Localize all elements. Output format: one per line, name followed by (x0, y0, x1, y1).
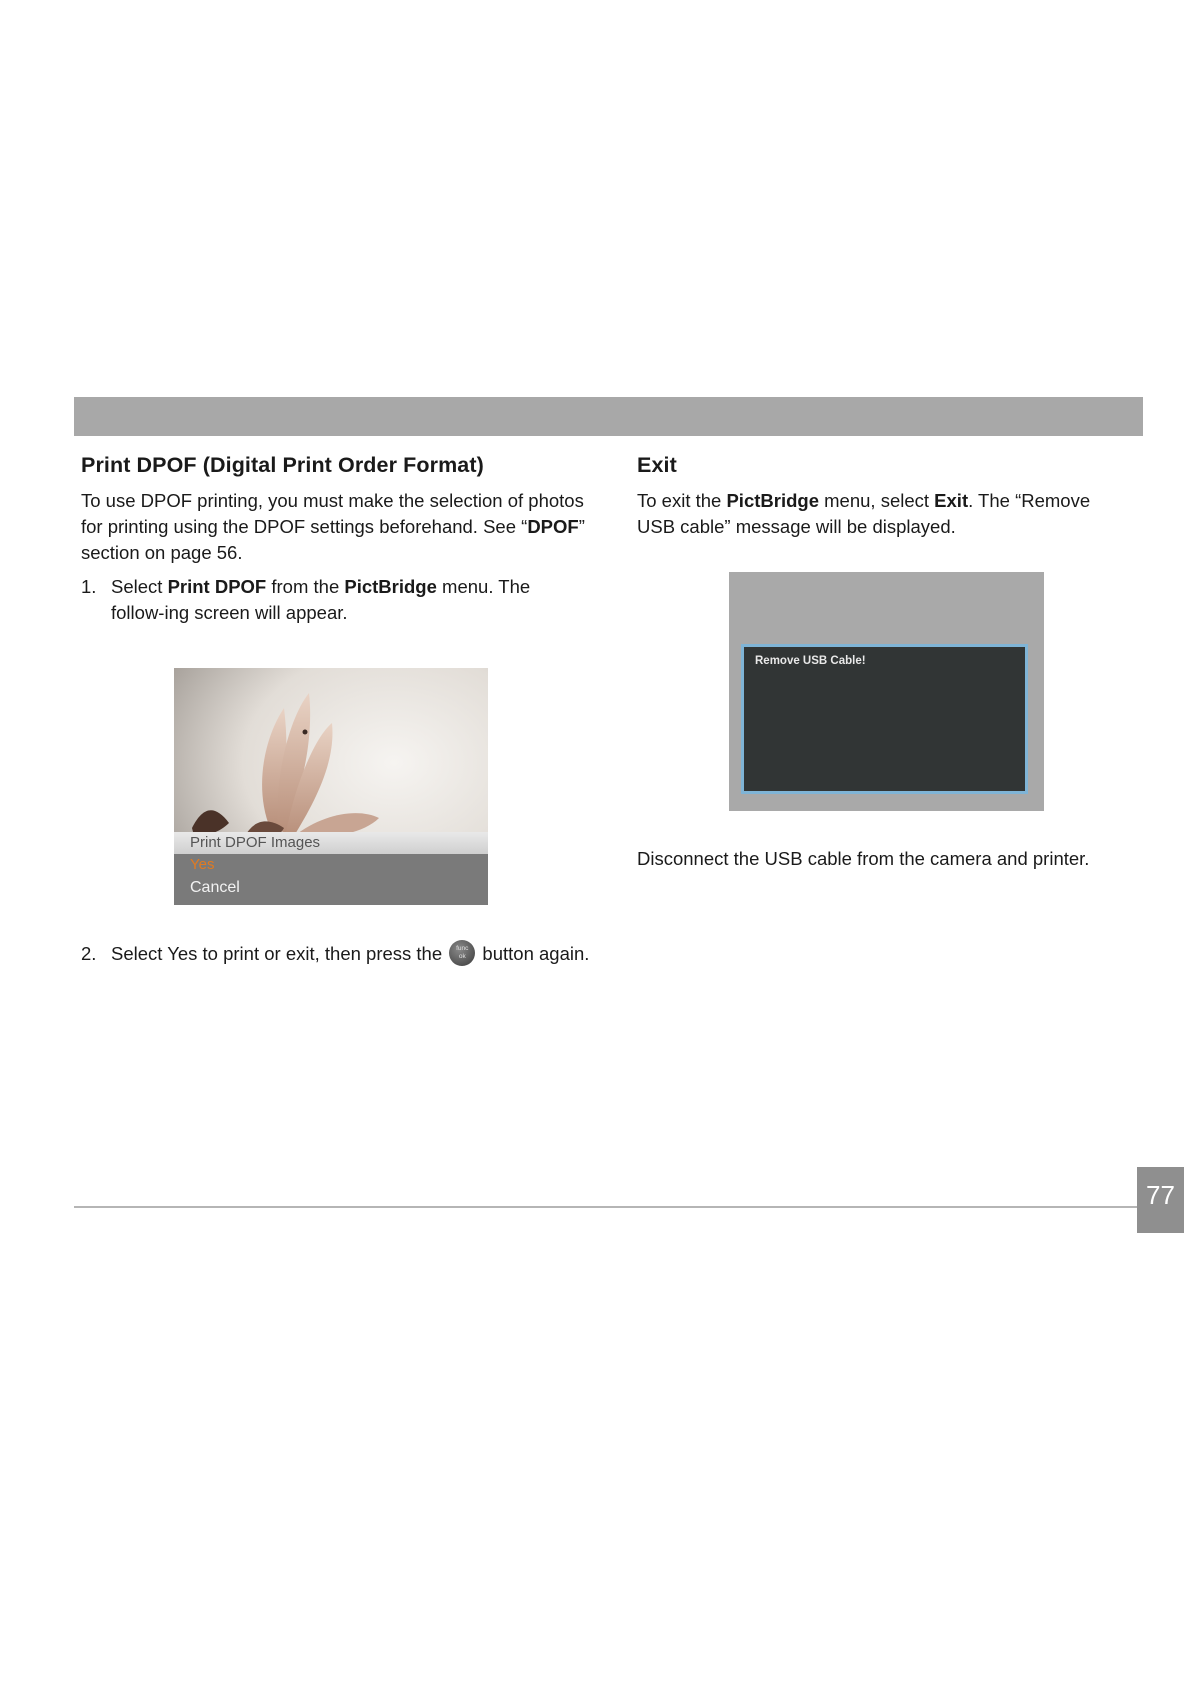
print-dpof-heading: Print DPOF (Digital Print Order Format) (81, 453, 484, 477)
step-1: 1. Select Print DPOF from the PictBridge menu. The follow-ing screen will appear. (81, 576, 531, 623)
print-dpof-camera-screen (174, 668, 488, 905)
func-ok-button-icon: func ok (449, 940, 475, 966)
step-2: 2. Select Yes to print or exit, then press the func ok button again. (81, 940, 641, 968)
remove-usb-camera-screen (729, 572, 1044, 811)
remove-usb-message: Remove USB Cable! (755, 655, 866, 667)
print-dpof-intro: To use DPOF printing, you must make the selection of photos for printing using the DPOF settings beforehand. See “DPOF” section on page 56. (81, 490, 585, 563)
menu-option-yes[interactable]: Yes (190, 856, 215, 873)
menu-title: Print DPOF Images (174, 832, 488, 854)
menu-options (174, 854, 488, 905)
print-dpof-menu (174, 832, 488, 905)
footer-divider (74, 1206, 1137, 1208)
right-column (637, 453, 1107, 540)
exit-paragraph: To exit the PictBridge menu, select Exit. The “Remove USB cable” message will be displayed. (637, 490, 1091, 537)
section-header-bar (74, 397, 1143, 436)
step-2-number: 2. (81, 943, 97, 964)
page-number: 77 (1137, 1167, 1184, 1233)
remove-usb-dialog (741, 644, 1028, 794)
disconnect-instruction: Disconnect the USB cable from the camera and printer. (637, 848, 1090, 869)
step-1-number: 1. (81, 576, 97, 597)
menu-option-cancel[interactable]: Cancel (190, 879, 240, 896)
left-column (81, 453, 586, 626)
exit-heading: Exit (637, 453, 677, 477)
